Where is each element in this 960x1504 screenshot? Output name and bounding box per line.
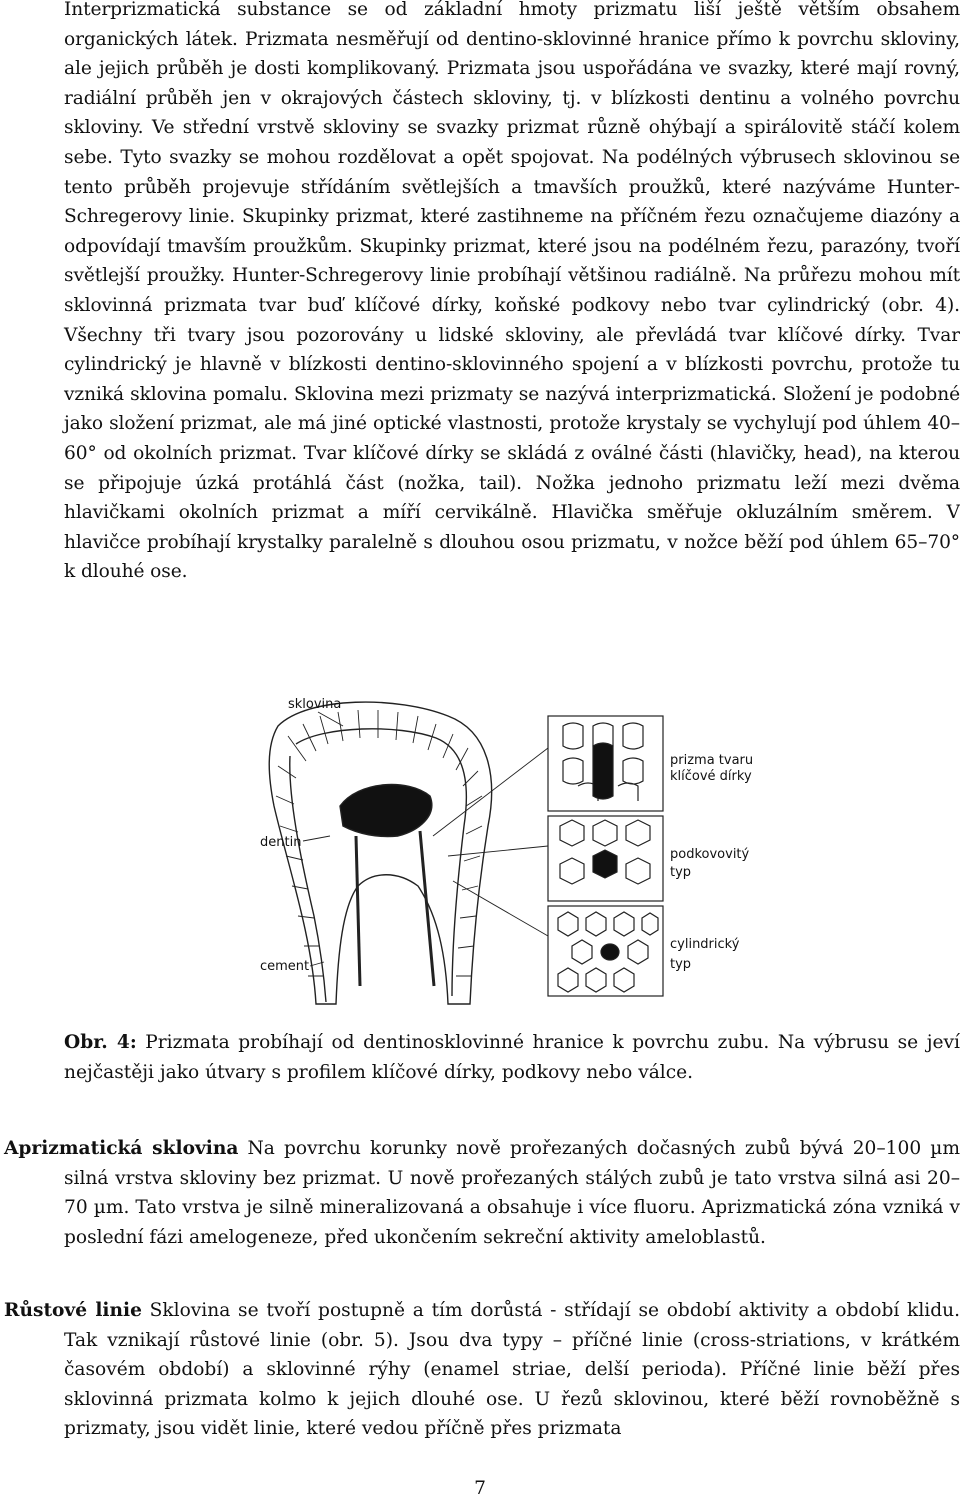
section-aprismatic-enamel: [0, 1134, 960, 1252]
label-cylinder-line2: typ: [670, 957, 692, 972]
label-cement: cement: [260, 959, 310, 974]
prism-panel-cylinder: [548, 906, 663, 996]
prism-panel-keyhole: [548, 716, 663, 811]
label-keyhole-line2: klíčové dírky: [670, 769, 752, 784]
section-text: Na povrchu korunky nově prořezaných dočasných zubů bývá 20–100 µm silná vrstva skloviny bez prizmat. U nově prořezaných stálých zubů je tato vrstva silná asi 20–70 µm. Tato vrstva je silně mineralizovaná a obsahuje i více fluoru. Aprizmatická zóna vzniká v poslední fázi amelogeneze, před ukončením sekreční aktivity ameloblastů.: [64, 1138, 960, 1248]
body-paragraph: Interprizmatická substance se od základní hmoty prizmatu liší ještě větším obsahem organických látek. Prizmata nesměřují od dentino-sklovinné hranice přímo k povrchu skloviny, ale jejich průběh je dosti komplikovaný. Prizmata jsou uspořádána ve svazky, které mají rovný, radiální průběh jen v okrajových částech skloviny, tj. v blízkosti dentinu a volného povrchu skloviny. Ve střední vrstvě skloviny se svazky prizmat různě ohýbají a spirálovitě stáčí kolem sebe. Tyto svazky se mohou rozdělovat a opět spojovat. Na podélných výbrusech sklovinou se tento průběh projevuje střídáním světlejších a tmavších proužků, které nazýváme Hunter-Schregerovy linie. Skupinky prizmat, které zastihneme na příčném řezu označujeme diazóny a odpovídají tmavším proužkům. Skupinky prizmat, které jsou na podélném řezu, parazóny, tvoří světlejší proužky. Hunter-Schregerovy linie probíhají většinou radiálně. Na průřezu mohou mít sklovinná prizmata tvar buď klíčové dírky, koňské podkovy nebo tvar cylindrický (obr. 4). Všechny tři tvary jsou pozorovány u lidské skloviny, ale převládá tvar klíčové dírky. Tvar cylindrický je hlavně v blízkosti dentino-sklovinného spojení a v blízkosti povrchu, protože tu vzniká sklovina pomalu. Sklovina mezi prizmaty se nazývá interprizmatická. Složení je podobné jako složení prizmat, ale má jiné optické vlastnosti, protože krystaly se vychylují pod úhlem 40–60° od okolních prizmat. Tvar klíčové dírky se skládá z oválné části (hlavičky, head), na kterou se připojuje úzká protáhlá část (nožka, tail). Nožka jednoho prizmatu leží mezi dvěma hlavičkami okolních prizmat a míří cervikálně. Hlavička směřuje okluzálním směrem. V hlavičce probíhají krystalky paralelně s dlouhou osou prizmatu, v nožce běží pod úhlem 65–70° k dlouhé ose.: [64, 0, 960, 583]
label-keyhole-line1: prizma tvaru: [670, 753, 754, 768]
caption-text: Prizmata probíhají od dentinosklovinné hranice k povrchu zubu. Na výbrusu se jeví nejčastěji jako útvary s profilem klíčové dírky, podkovy nebo válce.: [64, 1032, 960, 1083]
label-cylinder-line1: cylindrický: [670, 937, 740, 952]
tooth-diagram: [248, 686, 960, 1016]
page-number: 7: [474, 1478, 486, 1499]
section-text: Sklovina se tvoří postupně a tím dorůstá - střídají se období aktivity a období klidu. Tak vznikají růstové linie (obr. 5). Jsou dva typy – příčné linie (cross-striations, v krátkém časovém období) a sklovinné rýhy (enamel striae, delší perioda). Příčné linie běží přes sklovinná prizmata kolmo k jejich dlouhé ose. U řezů sklovinou, které běží rovnoběžně s prizmaty, jsou vidět linie, které vedou příčně přes prizmata: [64, 1300, 960, 1440]
label-horseshoe-line2: typ: [670, 865, 692, 880]
section-growth-lines: [0, 1296, 960, 1444]
label-sklovina: sklovina: [288, 697, 342, 712]
figure-caption: [64, 1028, 960, 1087]
label-horseshoe-line1: podkovovitý: [670, 847, 750, 862]
tooth-illustration: [269, 702, 548, 1004]
section-heading: Aprizmatická sklovina: [4, 1138, 239, 1159]
section-heading: Růstové linie: [4, 1300, 142, 1321]
figure-tooth-prisms: [248, 686, 960, 1016]
label-dentin: dentin: [260, 835, 302, 850]
prism-panel-horseshoe: [548, 816, 663, 901]
caption-label: Obr. 4:: [64, 1032, 137, 1053]
